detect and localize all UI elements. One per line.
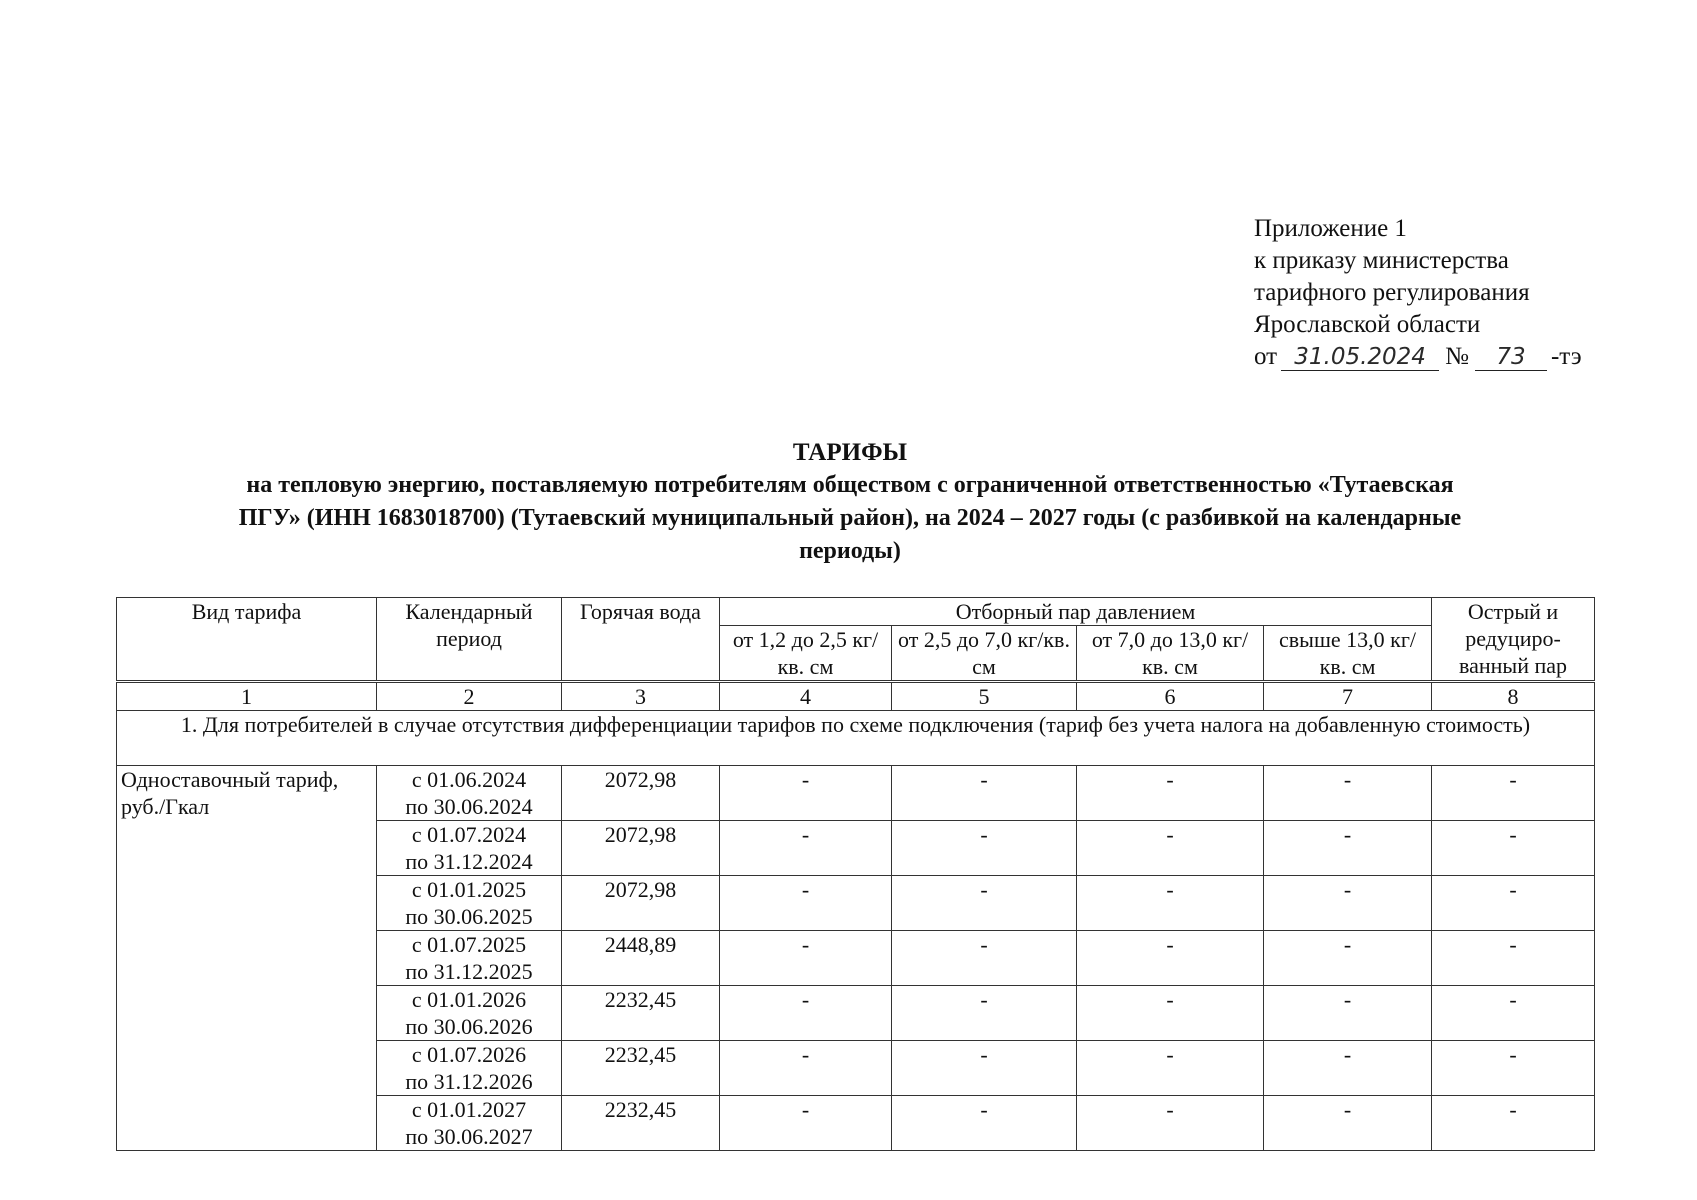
steam-3-value: -: [1077, 821, 1264, 876]
section-row: [117, 711, 1595, 766]
section-1-heading: 1. Для потребителей в случае отсутствия дифференциации тарифов по схеме подключения (тариф без учета налога на добавленную стоимость): [117, 711, 1595, 766]
period-from: с 01.01.2027: [411, 1097, 527, 1122]
period-cell: [377, 821, 562, 876]
steam-3-value: -: [1077, 986, 1264, 1041]
period-cell: [377, 766, 562, 821]
steam-3-value: -: [1077, 766, 1264, 821]
annex-line-3: тарифного регулирования: [1254, 279, 1530, 306]
tariff-type-label: Одноставочный тариф, руб./Гкал: [117, 766, 377, 1151]
period-to: по 30.06.2025: [405, 904, 533, 929]
steam-2-value: -: [892, 1096, 1077, 1151]
steam-3-value: -: [1077, 931, 1264, 986]
hot-water-value: 2232,45: [562, 986, 720, 1041]
steam-2-value: -: [892, 821, 1077, 876]
period-from: с 01.07.2025: [411, 932, 527, 957]
steam-1-value: -: [720, 766, 892, 821]
steam-1-value: -: [720, 821, 892, 876]
steam-1-value: -: [720, 1096, 892, 1151]
period-to: по 30.06.2026: [405, 1014, 533, 1039]
period-to: по 30.06.2027: [405, 1124, 533, 1149]
title-line-2: ПГУ» (ИНН 1683018700) (Тутаевский муниципальный район), на 2024 – 2027 годы (с разбивкой на календарные: [238, 505, 1462, 531]
period-from: с 01.07.2024: [411, 822, 527, 847]
table-row: [117, 766, 1595, 821]
header-steam-4: свыше 13,0 кг/кв. см: [1264, 626, 1432, 682]
hot-water-value: 2232,45: [562, 1041, 720, 1096]
sharp-steam-value: -: [1432, 1096, 1595, 1151]
steam-4-value: -: [1264, 1096, 1432, 1151]
title-main: ТАРИФЫ: [792, 439, 908, 466]
header-period: Календарный период: [377, 598, 562, 682]
column-number: 5: [892, 682, 1077, 711]
period-to: по 31.12.2025: [405, 959, 533, 984]
header-hot-water: Горячая вода: [562, 598, 720, 682]
order-number-suffix: -тэ: [1550, 343, 1582, 370]
steam-4-value: -: [1264, 766, 1432, 821]
sharp-steam-value: -: [1432, 876, 1595, 931]
hot-water-value: 2232,45: [562, 1096, 720, 1151]
steam-2-value: -: [892, 876, 1077, 931]
header-steam-1: от 1,2 до 2,5 кг/кв. см: [720, 626, 892, 682]
steam-2-value: -: [892, 986, 1077, 1041]
period-from: с 01.07.2026: [411, 1042, 527, 1067]
sharp-steam-value: -: [1432, 931, 1595, 986]
sharp-steam-value: -: [1432, 986, 1595, 1041]
period-from: с 01.01.2026: [411, 987, 527, 1012]
hot-water-value: 2072,98: [562, 876, 720, 931]
steam-1-value: -: [720, 931, 892, 986]
steam-2-value: -: [892, 766, 1077, 821]
period-to: по 31.12.2024: [405, 849, 533, 874]
steam-4-value: -: [1264, 821, 1432, 876]
annex-line-5: [1254, 341, 1582, 373]
steam-3-value: -: [1077, 1096, 1264, 1151]
sharp-steam-value: -: [1432, 1041, 1595, 1096]
annex-block: [1254, 213, 1582, 373]
hot-water-value: 2072,98: [562, 821, 720, 876]
period-to: по 30.06.2024: [405, 794, 533, 819]
steam-2-value: -: [892, 931, 1077, 986]
period-cell: [377, 1041, 562, 1096]
document-title: [120, 436, 1580, 568]
sharp-steam-value: -: [1432, 821, 1595, 876]
annex-line-4: Ярославской области: [1254, 311, 1481, 338]
order-number-handwritten: 73: [1475, 344, 1547, 371]
column-number: 4: [720, 682, 892, 711]
period-cell: [377, 986, 562, 1041]
period-from: с 01.01.2025: [411, 877, 527, 902]
header-sharp-steam: Острый и редуциро-ванный пар: [1432, 598, 1595, 682]
header-tariff-type: Вид тарифа: [117, 598, 377, 682]
steam-3-value: -: [1077, 876, 1264, 931]
column-number: 1: [117, 682, 377, 711]
annex-line-1: Приложение 1: [1254, 215, 1407, 242]
header-row-1: [117, 598, 1595, 626]
order-date-handwritten: 31.05.2024: [1281, 344, 1439, 371]
steam-4-value: -: [1264, 986, 1432, 1041]
order-from-label: от: [1254, 343, 1278, 370]
hot-water-value: 2072,98: [562, 766, 720, 821]
steam-1-value: -: [720, 986, 892, 1041]
period-to: по 31.12.2026: [405, 1069, 533, 1094]
period-cell: [377, 1096, 562, 1151]
sharp-steam-value: -: [1432, 766, 1595, 821]
header-steam-3: от 7,0 до 13,0 кг/кв. см: [1077, 626, 1264, 682]
period-cell: [377, 931, 562, 986]
column-number-row: [117, 682, 1595, 711]
title-line-3: периоды): [799, 538, 901, 564]
column-number: 2: [377, 682, 562, 711]
column-number: 7: [1264, 682, 1432, 711]
period-from: с 01.06.2024: [411, 767, 527, 792]
period-cell: [377, 876, 562, 931]
steam-4-value: -: [1264, 876, 1432, 931]
header-steam-group: Отборный пар давлением: [720, 598, 1432, 626]
column-number: 3: [562, 682, 720, 711]
steam-1-value: -: [720, 876, 892, 931]
column-number: 6: [1077, 682, 1264, 711]
steam-2-value: -: [892, 1041, 1077, 1096]
order-number-label: №: [1445, 343, 1469, 370]
column-number: 8: [1432, 682, 1595, 711]
hot-water-value: 2448,89: [562, 931, 720, 986]
steam-4-value: -: [1264, 1041, 1432, 1096]
annex-line-2: к приказу министерства: [1254, 247, 1509, 274]
steam-4-value: -: [1264, 931, 1432, 986]
header-steam-2: от 2,5 до 7,0 кг/кв. см: [892, 626, 1077, 682]
tariffs-table: [116, 597, 1595, 1151]
steam-3-value: -: [1077, 1041, 1264, 1096]
steam-1-value: -: [720, 1041, 892, 1096]
title-line-1: на тепловую энергию, поставляемую потребителям обществом с ограниченной ответственностью «Тутаевская: [246, 472, 1454, 498]
